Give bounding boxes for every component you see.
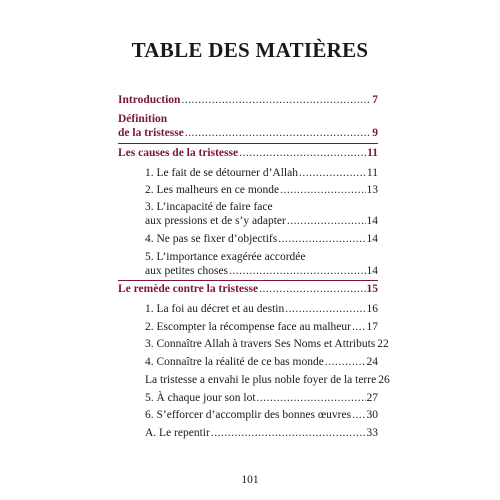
toc-entry-text: Les causes de la tristesse	[118, 147, 239, 159]
toc-entry-text: aux pressions et de s’y adapter	[145, 215, 286, 227]
toc-entry-remedy-2	[145, 320, 378, 334]
toc-entry-cause-2	[145, 183, 378, 197]
toc-entry-text: A. Le repentir	[145, 427, 210, 439]
toc-entry-definition	[118, 112, 378, 140]
toc-entry-page: 17	[366, 321, 378, 333]
toc-entry-text: 5. À chaque jour son lot	[145, 392, 256, 404]
toc-entry-page: 27	[366, 392, 378, 404]
toc-entry-page: 14	[366, 233, 378, 245]
toc-entry-text: Introduction	[118, 94, 181, 106]
toc-entry-text: 6. S’efforcer d’accomplir des bonnes œuvres	[145, 409, 352, 421]
toc-entry-page: 16	[366, 303, 378, 315]
dot-leader	[278, 232, 365, 246]
toc-entry-text-line1: 5. L’importance exagérée accordée	[145, 251, 306, 263]
toc-entry-text: Le remède contre la tristesse	[118, 283, 259, 295]
toc-entry-text: 3. Connaître Allah à travers Ses Noms et Attributs	[145, 338, 376, 350]
toc-entry-text: 4. Connaître la réalité de ce bas monde	[145, 356, 324, 368]
dot-leader	[285, 302, 365, 316]
toc-entry-remedy	[118, 282, 378, 296]
dot-leader	[257, 391, 366, 405]
toc-entry-page: 7	[372, 94, 378, 106]
toc-entry-page: 22	[377, 338, 389, 350]
toc-entry-text: La tristesse a envahi le plus noble foyer de la terre	[145, 374, 377, 386]
toc-entry-text-line1: Définition	[118, 113, 168, 125]
toc-entry-page: 15	[366, 283, 378, 295]
toc-entry-remedy-6	[145, 408, 378, 422]
toc-entry-text: 4. Ne pas se fixer d’objectifs	[145, 233, 278, 245]
toc-entry-remedy-1	[145, 302, 378, 316]
dot-leader	[239, 146, 366, 160]
toc-entry-noble-home	[145, 373, 390, 387]
toc-entry-page: 11	[366, 167, 378, 179]
toc-entry-page: 33	[366, 427, 378, 439]
toc-entry-text: aux petites choses	[145, 265, 229, 277]
dot-leader	[280, 183, 365, 197]
dot-leader	[352, 320, 366, 334]
toc-entry-text: de la tristesse	[118, 127, 184, 139]
page-number: 101	[241, 474, 259, 486]
toc-entry-cause-3	[145, 200, 378, 228]
toc-entry-text: 1. La foi au décret et au destin	[145, 303, 285, 315]
toc-entry-page: 26	[378, 374, 390, 386]
toc-entry-page: 14	[366, 265, 378, 277]
page-title: TABLE DES MATIÈRES	[131, 38, 369, 62]
toc-entry-cause-1	[145, 166, 378, 180]
dot-leader	[287, 214, 366, 228]
dot-leader	[259, 282, 365, 296]
toc-entry-introduction	[118, 93, 378, 107]
toc-entry-page: 11	[367, 147, 378, 159]
section-divider	[118, 143, 378, 144]
toc-entry-page: 24	[366, 356, 378, 368]
toc-entry-cause-4	[145, 232, 378, 246]
dot-leader	[211, 426, 366, 440]
dot-leader	[325, 355, 366, 369]
toc-entry-repentance	[145, 426, 378, 440]
toc-entry-remedy-4	[145, 355, 378, 369]
dot-leader	[299, 166, 366, 180]
toc-entry-page: 14	[366, 215, 378, 227]
dot-leader	[352, 408, 365, 422]
toc-entry-page: 13	[366, 184, 378, 196]
toc-entry-causes	[118, 146, 378, 160]
toc-entry-text: 1. Le fait de se détourner d’Allah	[145, 167, 298, 179]
toc-entry-remedy-3	[145, 337, 389, 351]
toc-entry-text-line1: 3. L’incapacité de faire face	[145, 201, 273, 213]
toc-entry-remedy-5	[145, 391, 378, 405]
dot-leader	[181, 93, 371, 107]
dot-leader	[185, 126, 371, 140]
dot-leader	[229, 264, 365, 278]
toc-entry-page: 9	[372, 127, 378, 139]
section-divider	[118, 280, 378, 281]
toc-entry-text: 2. Escompter la récompense face au malheur	[145, 321, 351, 333]
toc-entry-cause-5	[145, 250, 378, 278]
toc-entry-text: 2. Les malheurs en ce monde	[145, 184, 280, 196]
toc-entry-page: 30	[366, 409, 378, 421]
